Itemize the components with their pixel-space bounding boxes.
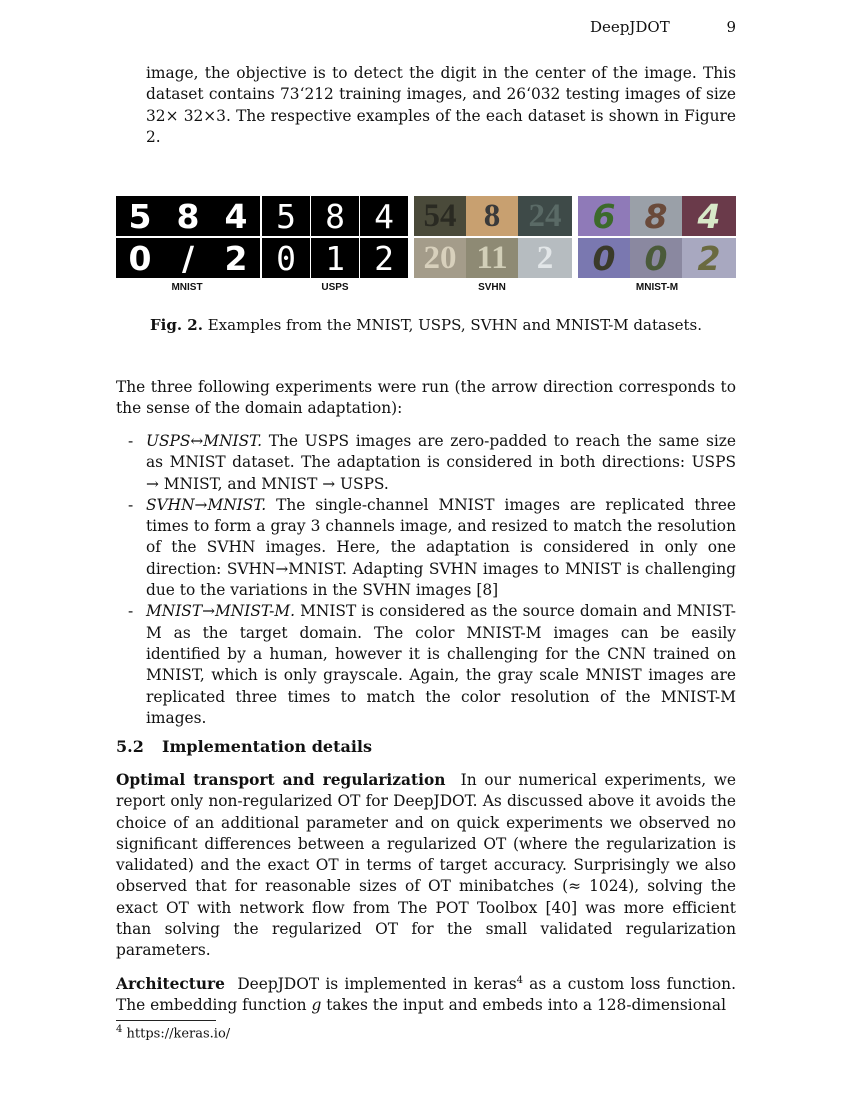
experiment-text: The USPS images are zero-padded to reach the same size as MNIST dataset. The adaptation is considered in both directions: USPS → MNIST, and MNIST → USPS.: [146, 432, 736, 493]
digit-tile: 2: [682, 238, 736, 278]
footnote-mark[interactable]: 4: [516, 975, 523, 986]
experiment-text: MNIST is considered as the source domain and MNIST-M as the target domain. The color MNIST-M images can be easily identified by a human, however it is challenging for the CNN trained on MNIST, which is only grayscale. Again, the gray scale MNIST images are replicated three times to match the color resolution of the MNIST-M images.: [146, 602, 736, 727]
digit-tile: 20: [414, 238, 466, 278]
mnist-panel: [116, 196, 258, 280]
mnist-label: MNIST: [171, 282, 203, 293]
ot-paragraph: [116, 770, 736, 962]
variable-g: g: [311, 996, 322, 1015]
experiment-text: The single-channel MNIST images are replicated three times to form a gray 3 channels image, and resized to match the resolution of the SVHN images. Here, the adaptation is considered in only one direction: SVHN→MNIST. Adapting SVHN images to MNIST is challenging due to the variations in the SVHN images [8]: [146, 495, 736, 600]
list-item: [116, 431, 736, 495]
digit-tile: 2: [518, 238, 572, 278]
list-item: [116, 495, 736, 601]
usps-panel: [262, 196, 408, 280]
digit-tile: 11: [466, 238, 518, 278]
digit-tile: 0: [262, 238, 310, 278]
list-item: [116, 601, 736, 729]
section-title: Implementation details: [162, 737, 372, 756]
figure-2: [116, 196, 736, 296]
ot-text: In our numerical experiments, we report only non-regularized OT for DeepJDOT. As discussed above it avoids the choice of an additional parameter and on quick experiments we observed no significant differences between a regularized OT (where the regularization is validated) and the exact OT in terms of target accuracy. Surprisingly we also observed that for reasonable sizes of OT minibatches (≈ 1024), solving the exact OT with network flow from The POT Toolbox [40] was more efficient than solving the regularized OT for the small validated regularization parameters.: [116, 771, 736, 960]
digit-tile: 54: [414, 196, 466, 236]
section-number: 5.2: [116, 737, 144, 756]
caption-label: Fig. 2.: [149, 316, 203, 334]
usps-label: USPS: [321, 282, 349, 293]
mnist-m-label: MNIST-M: [635, 282, 679, 293]
footnote-number: 4: [116, 1024, 123, 1035]
digit-tile: 5: [116, 196, 164, 236]
arch-heading: Architecture: [116, 975, 225, 994]
footnote-link[interactable]: https://keras.io/: [126, 1026, 231, 1042]
arch-text-end: takes the input and embeds into a 128-dimensional: [321, 996, 727, 1015]
footnote-rule: [116, 1020, 216, 1021]
experiment-term: MNIST→MNIST-M.: [146, 602, 295, 621]
digit-tile: 8: [164, 196, 212, 236]
digit-tile: 0: [116, 238, 164, 278]
digit-tile: 1: [311, 238, 359, 278]
list-dash: -: [128, 602, 134, 621]
arch-text-after: as a custom loss function. The embedding function: [116, 975, 736, 1015]
digit-tile: 0: [630, 238, 682, 278]
experiments-list: [116, 431, 736, 729]
arch-text-before: DeepJDOT is implemented in keras: [237, 975, 517, 994]
experiment-term: SVHN→MNIST.: [146, 495, 267, 514]
caption-text: Examples from the MNIST, USPS, SVHN and MNIST-M datasets.: [207, 316, 703, 334]
digit-tile: 2: [212, 238, 260, 278]
section-heading: [116, 737, 372, 756]
architecture-paragraph: [116, 970, 736, 1017]
svhn-label: SVHN: [478, 282, 506, 293]
digit-tile: /: [164, 238, 212, 278]
list-dash: -: [128, 495, 134, 514]
digit-tile: 2: [360, 238, 408, 278]
running-title: DeepJDOT: [590, 18, 670, 36]
digit-tile: 8: [466, 196, 518, 236]
experiment-term: USPS↔MNIST.: [146, 432, 263, 450]
page-number: 9: [726, 18, 736, 36]
digit-tile: 8: [630, 196, 682, 236]
ot-heading: Optimal transport and regularization: [116, 771, 446, 789]
svhn-panel: [414, 196, 572, 280]
digit-tile: 8: [311, 196, 359, 236]
digit-tile: 4: [682, 196, 736, 236]
list-dash: -: [128, 432, 134, 450]
digit-tile: 0: [578, 238, 630, 278]
footnote: [116, 1024, 230, 1041]
figure-caption: [116, 316, 736, 334]
digit-tile: 4: [212, 196, 260, 236]
mnist-m-panel: [578, 196, 736, 280]
digit-tile: 24: [518, 196, 572, 236]
intro-paragraph: image, the objective is to detect the digit in the center of the image. This dataset contains 73‘212 training images, and 26‘032 testing images of size 32× 32×3. The respective examples of the each dataset is shown in Figure 2.: [146, 64, 736, 146]
digit-tile: 6: [578, 196, 630, 236]
experiments-intro: The three following experiments were run (the arrow direction corresponds to the sense of the domain adaptation):: [116, 378, 736, 418]
digit-tile: 5: [262, 196, 310, 236]
digit-tile: 4: [360, 196, 408, 236]
